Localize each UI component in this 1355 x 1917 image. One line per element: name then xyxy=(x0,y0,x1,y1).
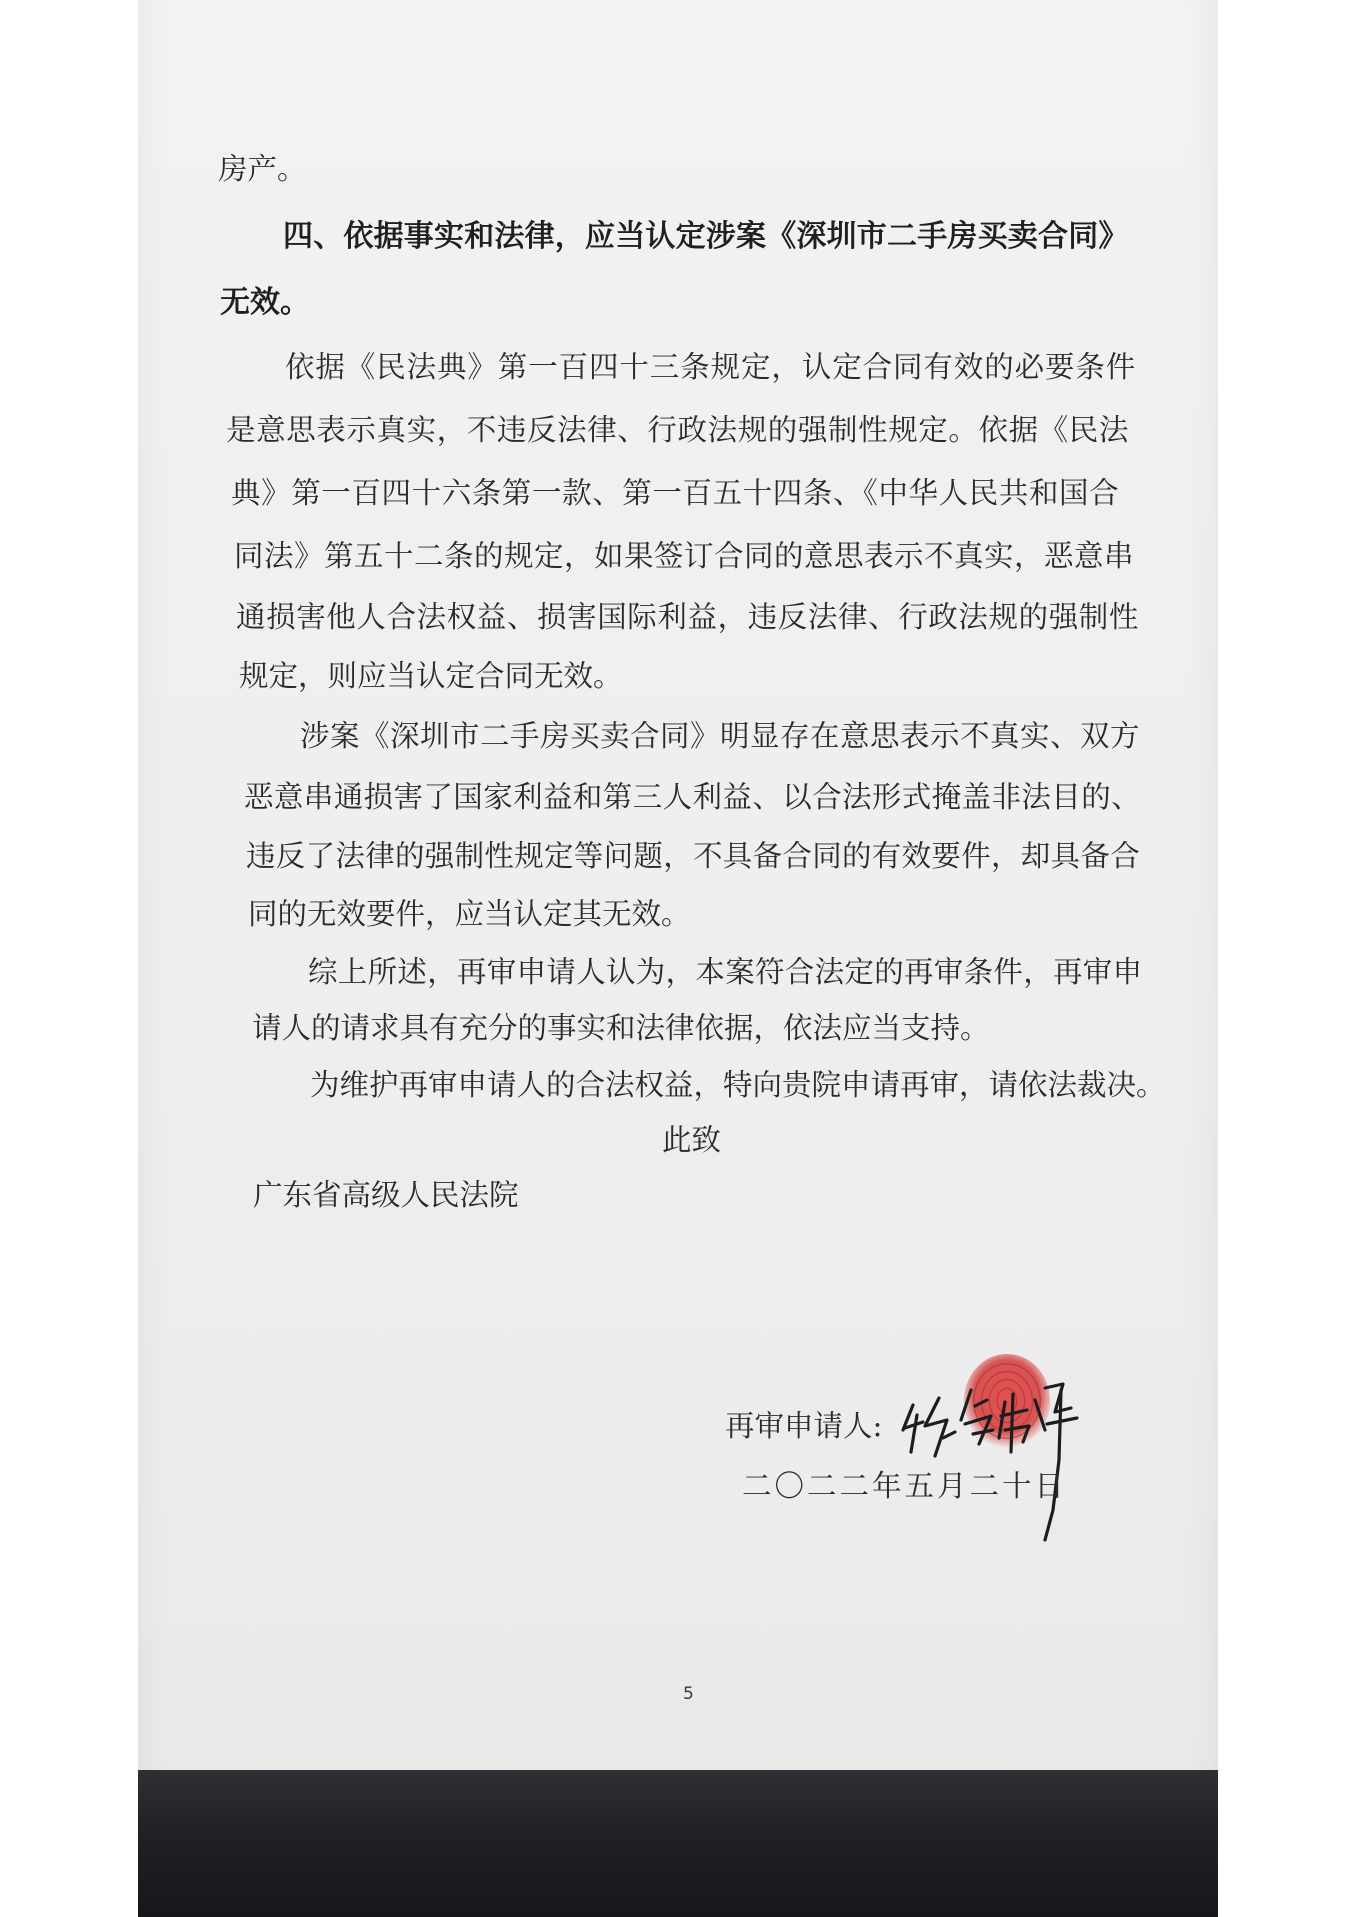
text-line: 房产。 xyxy=(218,152,307,186)
salutation: 此致 xyxy=(662,1123,722,1157)
document-date: 二〇二二年五月二十日 xyxy=(742,1469,1068,1503)
paragraph-line: 请人的请求具有充分的事实和法律依据，依法应当支持。 xyxy=(252,1011,990,1045)
paragraph-line: 同的无效要件，应当认定其无效。 xyxy=(248,897,691,931)
paragraph-line: 典》第一百四十六条第一款、第一百五十四条、《中华人民共和国合 xyxy=(231,476,1120,510)
paragraph-line: 违反了法律的强制性规定等问题，不具备合同的有效要件，却具备合 xyxy=(246,839,1141,873)
dark-background-strip xyxy=(138,1770,1218,1917)
paragraph-line: 依据《民法典》第一百四十三条规定，认定合同有效的必要条件 xyxy=(285,350,1137,384)
paragraph-line: 为维护再审申请人的合法权益，特向贵院申请再审，请依法裁决。 xyxy=(310,1068,1166,1102)
paragraph-line: 规定，则应当认定合同无效。 xyxy=(239,659,623,693)
paragraph-line: 涉案《深圳市二手房买卖合同》明显存在意思表示不真实、双方 xyxy=(300,719,1141,753)
page-number: 5 xyxy=(683,1684,694,1704)
paragraph-line: 是意思表示真实，不违反法律、行政法规的强制性规定。依据《民法 xyxy=(226,413,1130,447)
handwritten-signature-icon xyxy=(895,1360,1095,1550)
paragraph-line: 同法》第五十二条的规定，如果签订合同的意思表示不真实，恶意串 xyxy=(234,539,1135,573)
applicant-label: 再审申请人: xyxy=(725,1409,883,1443)
section-heading: 四、依据事实和法律，应当认定涉案《深圳市二手房买卖合同》 xyxy=(283,219,1129,254)
paragraph-line: 综上所述，再审申请人认为，本案符合法定的再审条件，再审申 xyxy=(308,955,1143,989)
recipient: 广东省高级人民法院 xyxy=(253,1178,519,1212)
paragraph-line: 恶意串通损害了国家利益和第三人利益、以合法形式掩盖非法目的、 xyxy=(244,780,1142,814)
paragraph-line: 通损害他人合法权益、损害国际利益，违反法律、行政法规的强制性 xyxy=(236,600,1140,634)
section-heading-cont: 无效。 xyxy=(220,285,310,320)
